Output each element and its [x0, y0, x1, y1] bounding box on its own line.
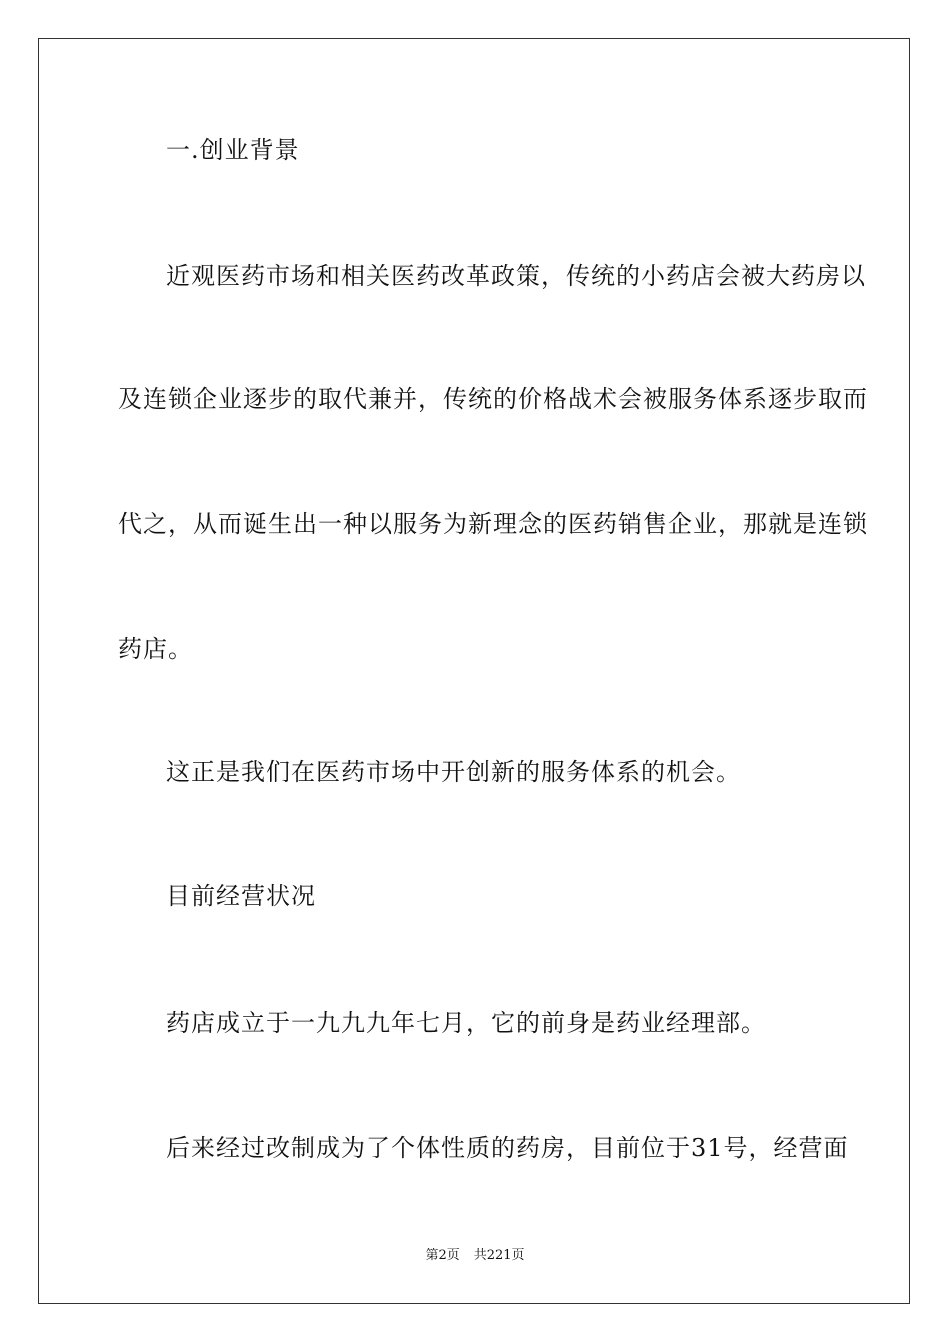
paragraph-line: 药店。: [118, 635, 193, 663]
paragraph-line: 及连锁企业逐步的取代兼并，传统的价格战术会被服务体系逐步取而: [118, 385, 868, 413]
paragraph-line: 药店成立于一九九九年七月，它的前身是药业经理部。: [166, 1009, 766, 1037]
paragraph-line: 这正是我们在医药市场中开创新的服务体系的机会。: [166, 758, 741, 786]
page-footer: [0, 1248, 950, 1264]
section-heading-status: 目前经营状况: [166, 882, 316, 910]
page-number: 第2页: [425, 1248, 460, 1263]
paragraph-line: 近观医药市场和相关医药改革政策，传统的小药店会被大药房以: [166, 262, 866, 290]
paragraph-line: 代之，从而诞生出一种以服务为新理念的医药销售企业，那就是连锁: [118, 510, 868, 538]
paragraph-line: 后来经过改制成为了个体性质的药房，目前位于31号，经营面: [166, 1134, 849, 1162]
page-border: [38, 38, 910, 1304]
section-heading-background: 一.创业背景: [166, 136, 300, 164]
page-total: 共221页: [473, 1248, 525, 1263]
